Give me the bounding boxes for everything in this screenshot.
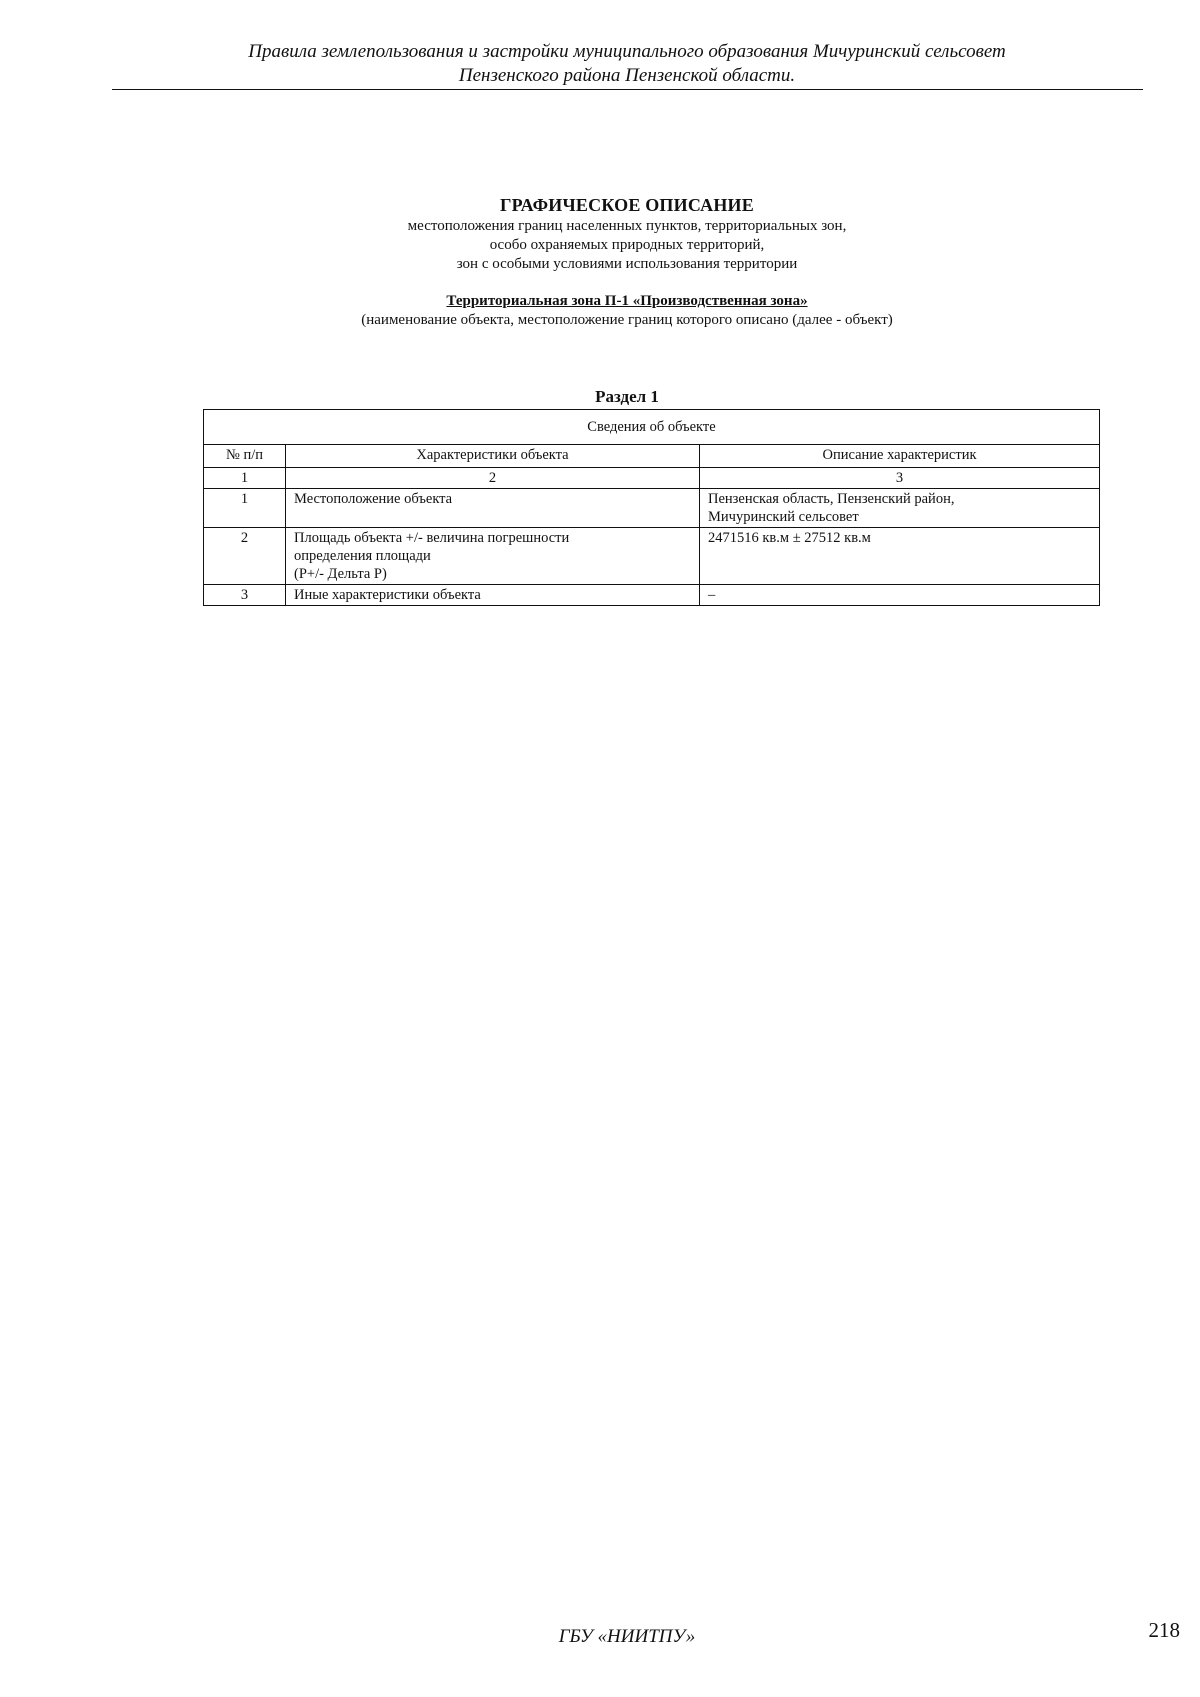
table-index-row bbox=[204, 468, 1100, 489]
table-caption: Сведения об объекте bbox=[204, 410, 1100, 445]
characteristic-line: Площадь объекта +/- величина погрешности bbox=[294, 530, 570, 546]
description-line: 2471516 кв.м ± 27512 кв.м bbox=[708, 530, 871, 546]
row-description bbox=[700, 528, 1100, 585]
title-block bbox=[112, 193, 1142, 330]
footer-organization: ГБУ «НИИТПУ» bbox=[558, 1626, 696, 1647]
description-line: – bbox=[708, 587, 716, 603]
running-header-line-1: Правила землепользования и застройки муниципального образования Мичуринский сельсовет bbox=[248, 41, 1006, 62]
header-divider bbox=[112, 89, 1143, 90]
characteristic-line: (P+/- Дельта P) bbox=[294, 566, 387, 582]
row-number: 1 bbox=[204, 489, 286, 528]
column-index-3: 3 bbox=[700, 468, 1100, 489]
table-header-row bbox=[204, 445, 1100, 468]
document-subtitle-line-2: особо охраняемых природных территорий, bbox=[489, 237, 765, 253]
characteristic-line: Местоположение объекта bbox=[294, 491, 453, 507]
document-subtitle-line-3: зон с особыми условиями использования территории bbox=[456, 256, 798, 272]
column-header-number: № п/п bbox=[204, 445, 286, 468]
characteristic-line: Иные характеристики объекта bbox=[294, 587, 481, 603]
zone-note: (наименование объекта, местоположение границ которого описано (далее - объект) bbox=[361, 312, 893, 328]
row-description bbox=[700, 585, 1100, 606]
column-header-description: Описание характеристик bbox=[700, 445, 1100, 468]
table-row bbox=[204, 489, 1100, 528]
section-title: Раздел 1 bbox=[595, 387, 659, 406]
column-header-characteristic: Характеристики объекта bbox=[286, 445, 700, 468]
row-characteristic bbox=[286, 585, 700, 606]
row-characteristic bbox=[286, 489, 700, 528]
document-title: ГРАФИЧЕСКОЕ ОПИСАНИЕ bbox=[500, 195, 754, 215]
column-index-2: 2 bbox=[286, 468, 700, 489]
description-line: Пензенская область, Пензенский район, bbox=[708, 491, 955, 507]
column-index-1: 1 bbox=[204, 468, 286, 489]
table-caption-row bbox=[204, 410, 1100, 445]
running-header bbox=[112, 40, 1142, 88]
page-number: 218 bbox=[1148, 1618, 1180, 1642]
table-row bbox=[204, 585, 1100, 606]
description-line: Мичуринский сельсовет bbox=[708, 509, 859, 525]
object-info-table bbox=[203, 409, 1100, 606]
document-subtitle-line-1: местоположения границ населенных пунктов, территориальных зон, bbox=[407, 218, 847, 234]
zone-name: Территориальная зона П-1 «Производственная зона» bbox=[446, 293, 808, 309]
row-characteristic bbox=[286, 528, 700, 585]
running-header-line-2: Пензенского района Пензенской области. bbox=[458, 65, 796, 86]
row-number: 3 bbox=[204, 585, 286, 606]
table-row bbox=[204, 528, 1100, 585]
characteristic-line: определения площади bbox=[294, 548, 431, 564]
row-number: 2 bbox=[204, 528, 286, 585]
row-description bbox=[700, 489, 1100, 528]
